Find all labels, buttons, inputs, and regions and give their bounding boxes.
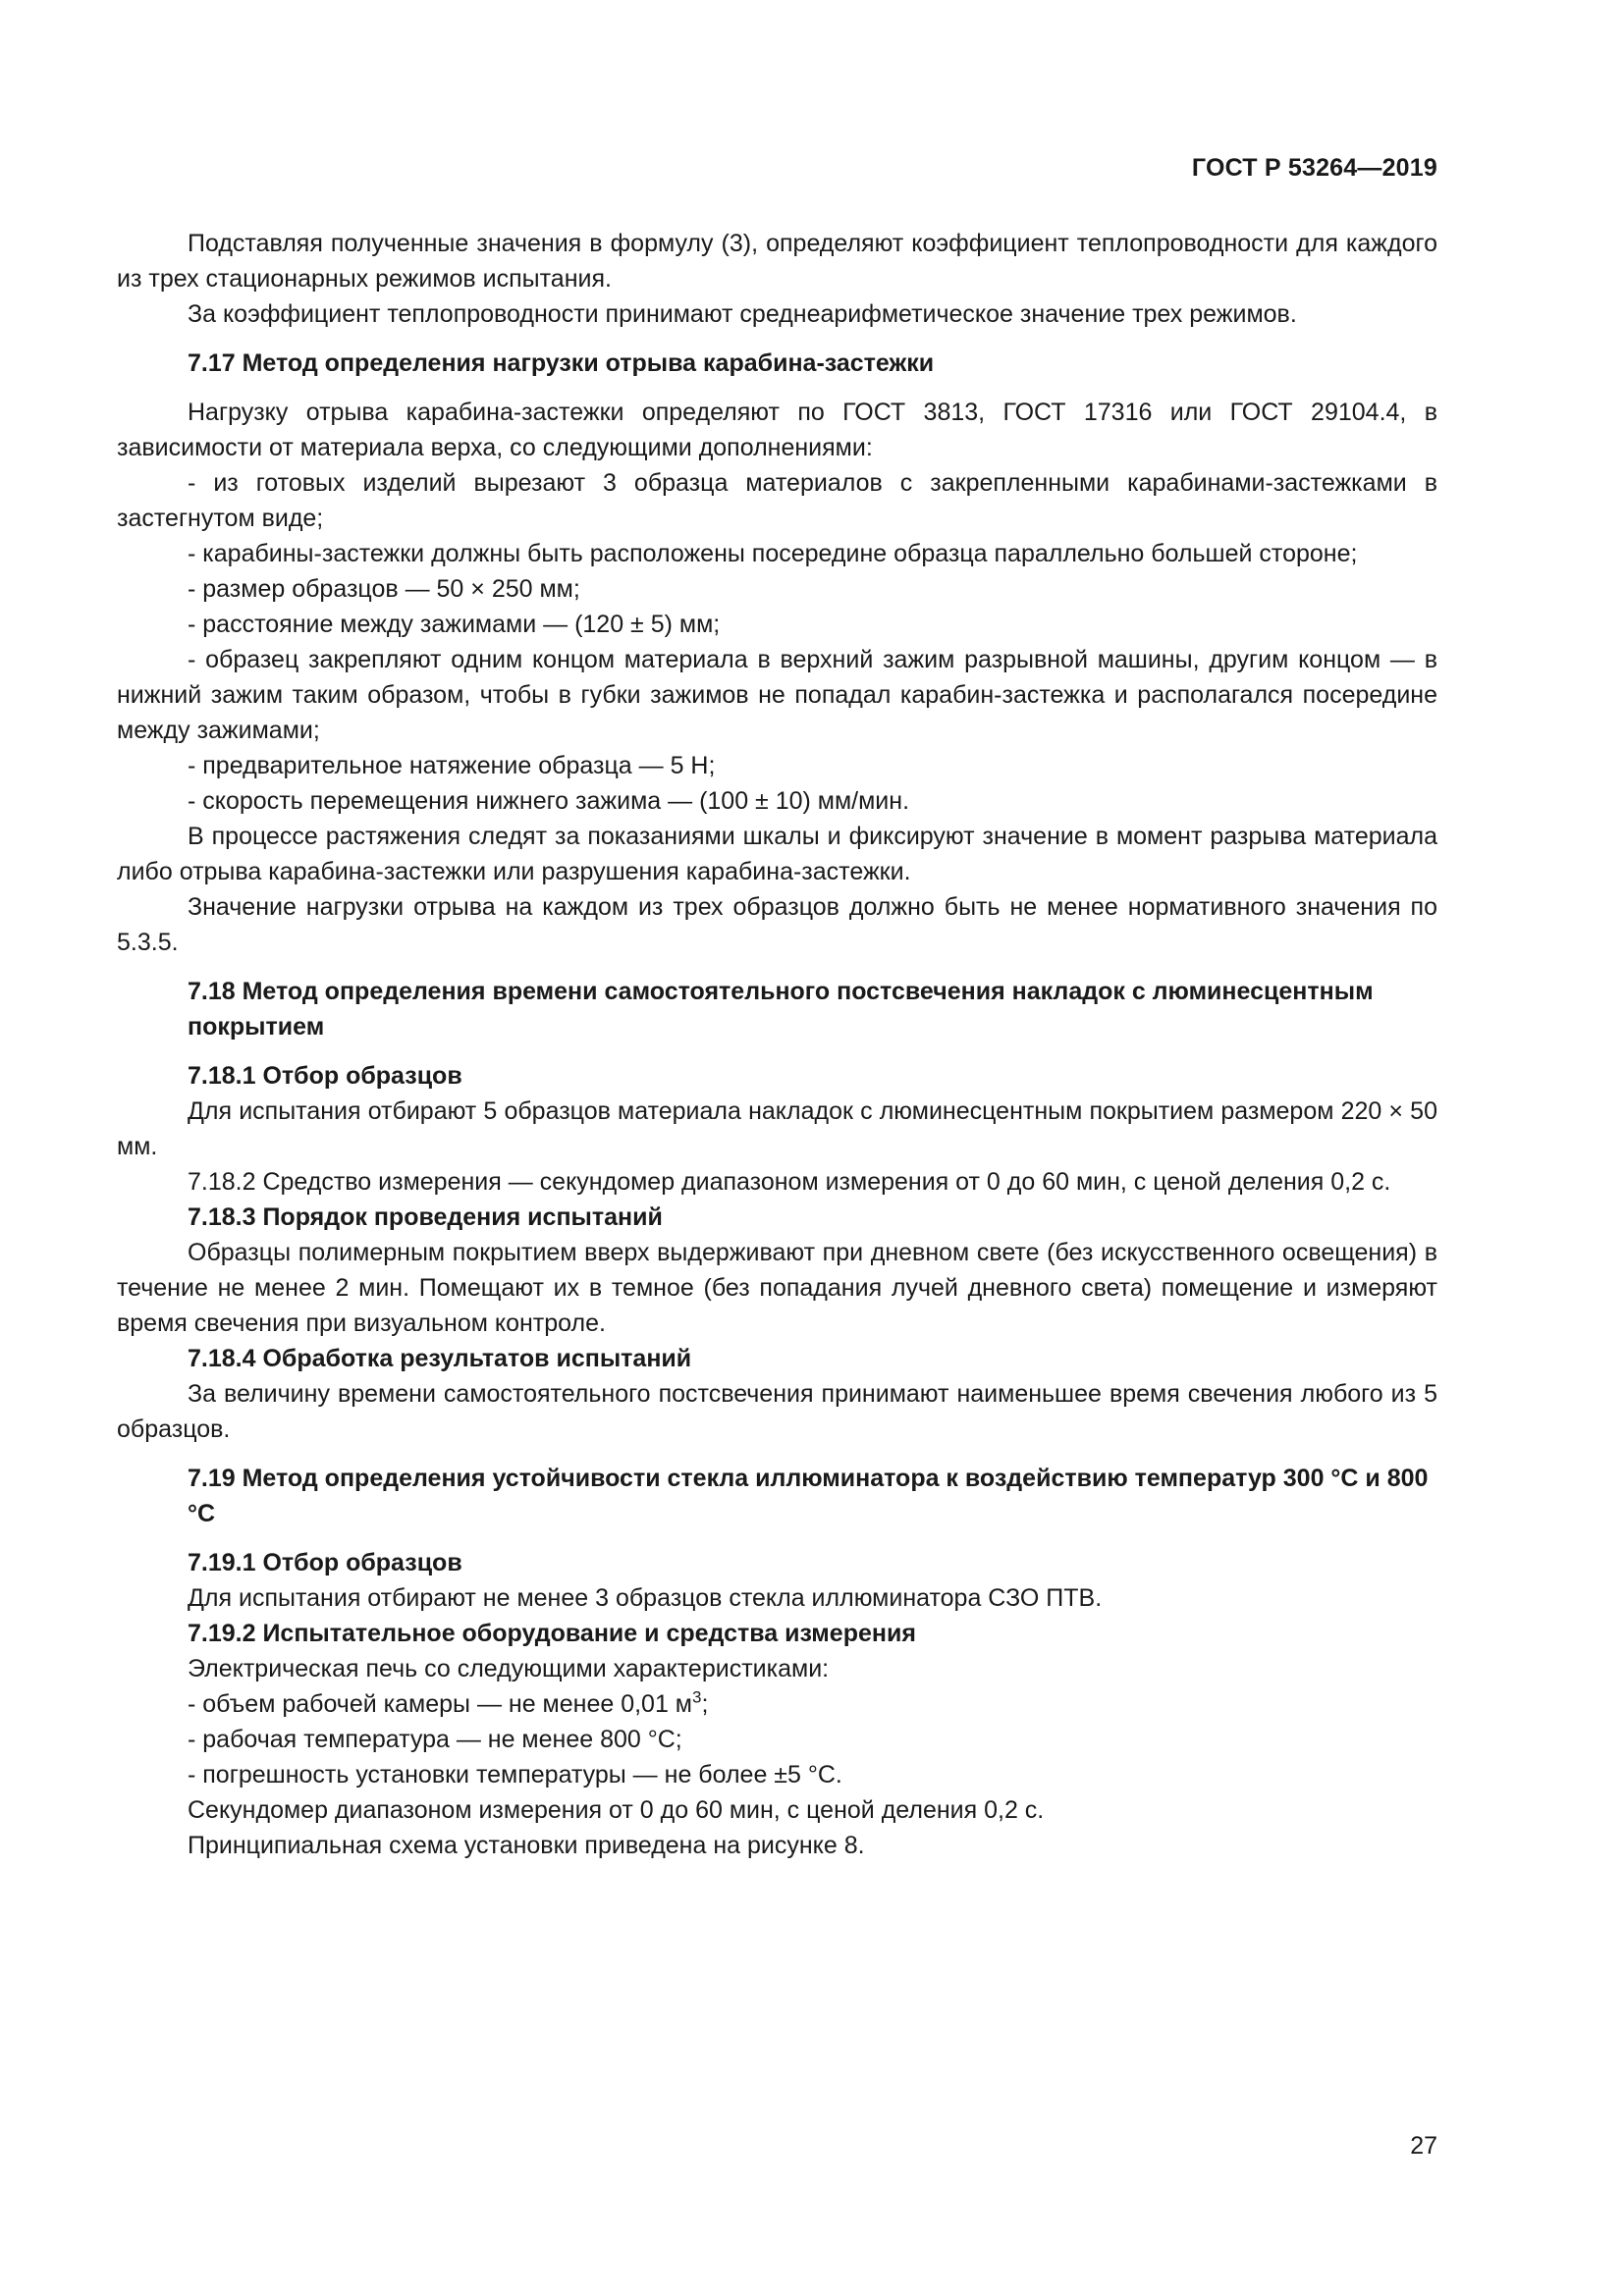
paragraph: Электрическая печь со следующими характеристиками: bbox=[188, 1655, 830, 1682]
paragraph: Подставляя полученные значения в формулу (3), определяют коэффициент теплопроводности для каждого из трех стационарных режимов испытания. bbox=[117, 230, 1437, 293]
paragraph: Принципиальная схема установки приведена на рисунке 8. bbox=[188, 1832, 865, 1859]
section-heading-7-18: 7.18 Метод определения времени самостоятельного постсвечения накладок с люминесцентным покрытием bbox=[188, 978, 1374, 1041]
list-item bbox=[117, 1686, 1437, 1722]
list-item-text: - объем рабочей камеры — не менее 0,01 м bbox=[188, 1690, 692, 1718]
subsection-heading-7-19-1: 7.19.1 Отбор образцов bbox=[188, 1549, 462, 1576]
paragraph: Для испытания отбирают не менее 3 образцов стекла иллюминатора СЗО ПТВ. bbox=[188, 1584, 1103, 1612]
list-item: - скорость перемещения нижнего зажима — (100 ± 10) мм/мин. bbox=[188, 787, 910, 815]
section-heading-7-17: 7.17 Метод определения нагрузки отрыва карабина-застежки bbox=[188, 349, 935, 377]
list-item: - из готовых изделий вырезают 3 образца материалов с закрепленными карабинами-застежками в застегнутом виде; bbox=[117, 469, 1437, 532]
paragraph: Для испытания отбирают 5 образцов материала накладок с люминесцентным покрытием размером 220 × 50 мм. bbox=[117, 1097, 1437, 1160]
paragraph: Образцы полимерным покрытием вверх выдерживают при дневном свете (без искусственного освещения) в течение не менее 2 мин. Помещают их в темное (без попадания лучей дневного света) помещение и измеряют время свечения при визуальном контроле. bbox=[117, 1239, 1437, 1337]
paragraph: Значение нагрузки отрыва на каждом из трех образцов должно быть не менее нормативного значения по 5.3.5. bbox=[117, 893, 1437, 956]
list-item: - образец закрепляют одним концом материала в верхний зажим разрывной машины, другим концом — в нижний зажим таким образом, чтобы в губки зажимов не попадал карабин-застежка и располагался посередине между зажимами; bbox=[117, 646, 1437, 744]
subsection-heading-7-18-4: 7.18.4 Обработка результатов испытаний bbox=[188, 1345, 692, 1372]
paragraph: За коэффициент теплопроводности принимают среднеарифметическое значение трех режимов. bbox=[188, 300, 1297, 328]
list-item: - расстояние между зажимами — (120 ± 5) мм; bbox=[188, 611, 721, 638]
subsection-heading-7-19-2: 7.19.2 Испытательное оборудование и средства измерения bbox=[188, 1620, 916, 1647]
list-item: - размер образцов — 50 × 250 мм; bbox=[188, 575, 580, 603]
page-number: 27 bbox=[1410, 2132, 1437, 2160]
list-item: - предварительное натяжение образца — 5 Н; bbox=[188, 752, 716, 779]
list-item-suffix: ; bbox=[701, 1690, 709, 1718]
document-body bbox=[117, 226, 1437, 1863]
subsection-heading-7-18-3: 7.18.3 Порядок проведения испытаний bbox=[188, 1203, 663, 1231]
paragraph: За величину времени самостоятельного постсвечения принимают наименьшее время свечения любого из 5 образцов. bbox=[117, 1380, 1437, 1443]
paragraph: 7.18.2 Средство измерения — секундомер диапазоном измерения от 0 до 60 мин, с ценой деления 0,2 с. bbox=[188, 1168, 1391, 1196]
list-item: - погрешность установки температуры — не более ±5 °С. bbox=[188, 1761, 842, 1789]
standard-header: ГОСТ Р 53264—2019 bbox=[1191, 154, 1437, 182]
paragraph: Нагрузку отрыва карабина-застежки определяют по ГОСТ 3813, ГОСТ 17316 или ГОСТ 29104.4, в зависимости от материала верха, со следующими дополнениями: bbox=[117, 399, 1437, 461]
paragraph: В процессе растяжения следят за показаниями шкалы и фиксируют значение в момент разрыва материала либо отрыва карабина-застежки или разрушения карабина-застежки. bbox=[117, 823, 1437, 885]
superscript: 3 bbox=[692, 1687, 702, 1707]
section-heading-7-19: 7.19 Метод определения устойчивости стекла иллюминатора к воздействию температур 300 °С и 800 °С bbox=[188, 1465, 1429, 1527]
list-item: - карабины-застежки должны быть расположены посередине образца параллельно большей стороне; bbox=[188, 540, 1358, 567]
subsection-heading-7-18-1: 7.18.1 Отбор образцов bbox=[188, 1062, 462, 1090]
list-item: - рабочая температура — не менее 800 °С; bbox=[188, 1726, 682, 1753]
paragraph: Секундомер диапазоном измерения от 0 до 60 мин, с ценой деления 0,2 с. bbox=[188, 1796, 1045, 1824]
